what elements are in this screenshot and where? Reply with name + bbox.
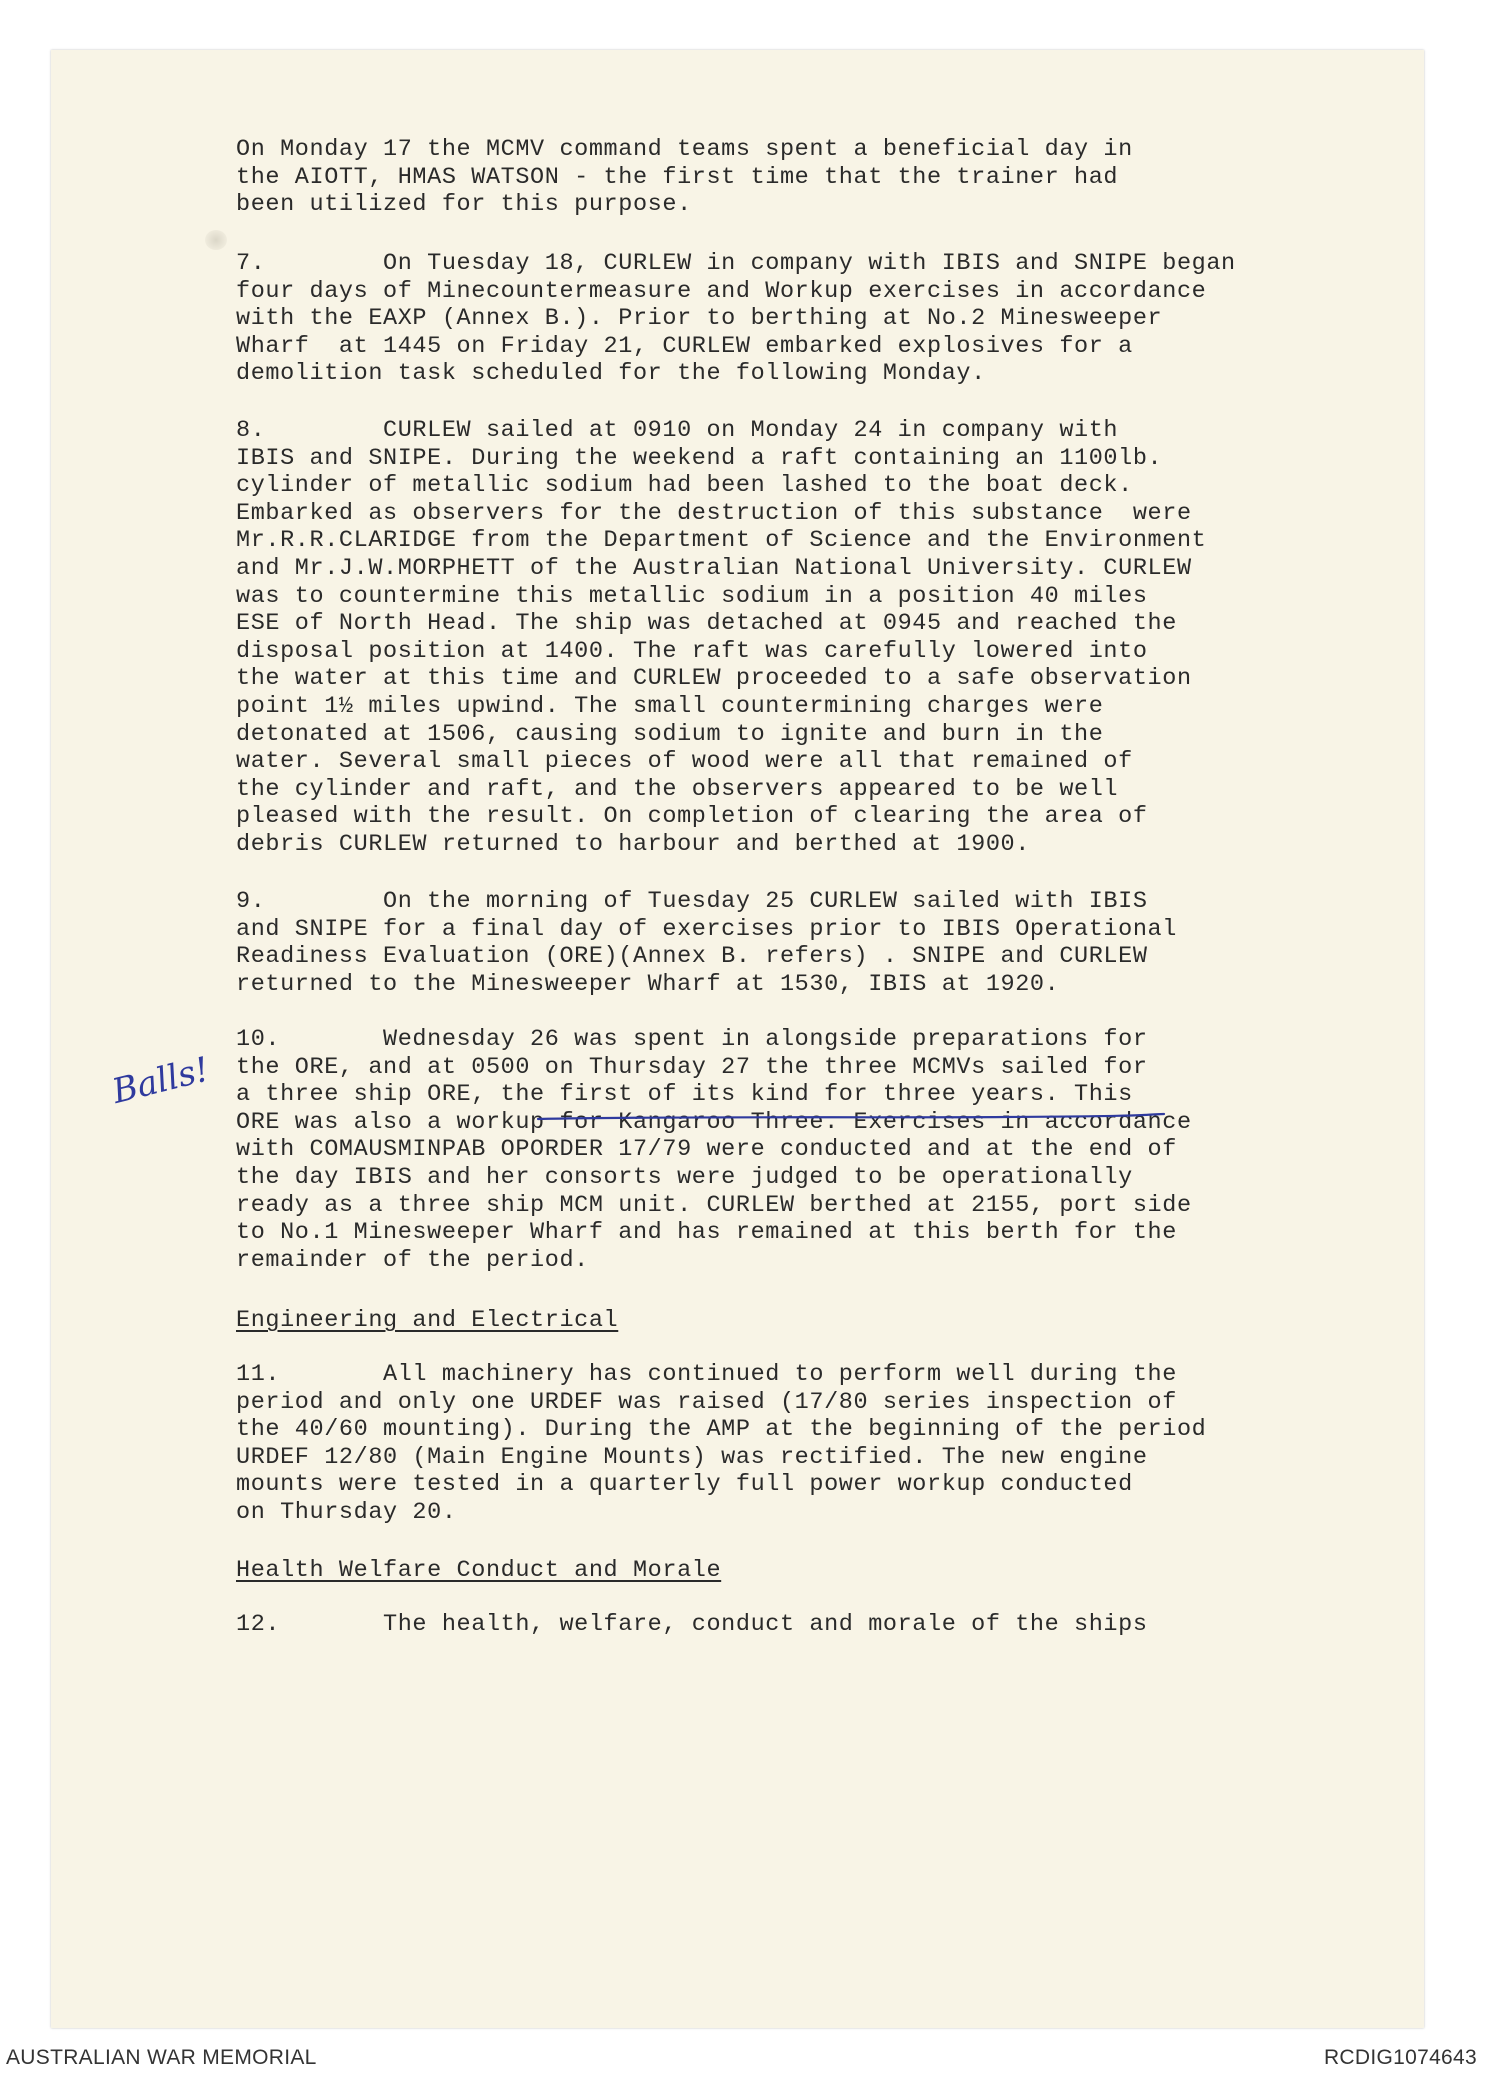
paragraph-7 (236, 250, 1376, 388)
text-line: Mr.R.R.CLARIDGE from the Department of Science and the Environment (236, 527, 1207, 555)
text-line: disposal position at 1400. The raft was carefully lowered into (236, 637, 1148, 665)
text-line: period and only one URDEF was raised (17/80 series inspection of (236, 1388, 1177, 1416)
paragraph-11 (236, 1361, 1376, 1527)
text-line: mounts were tested in a quarterly full power workup conducted (236, 1471, 1133, 1499)
text-line: 9. On the morning of Tuesday 25 CURLEW sailed with IBIS (236, 888, 1148, 915)
text-line: with COMAUSMINPAB OPORDER 17/79 were conducted and at the end of (236, 1136, 1177, 1164)
text-line: cylinder of metallic sodium had been lashed to the boat deck. (236, 472, 1133, 500)
text-line: with the EAXP (Annex B.). Prior to berthing at No.2 Minesweeper (236, 305, 1163, 333)
text-line: the AIOTT, HMAS WATSON - the first time that the trainer had (236, 163, 1119, 191)
paragraph-12 (236, 1611, 1376, 1639)
text-line: Wharf at 1445 on Friday 21, CURLEW embarked explosives for a (236, 332, 1133, 360)
text-line: the day IBIS and her consorts were judged to be operationally (236, 1163, 1133, 1191)
text-line: 11. All machinery has continued to perform well during the (236, 1361, 1177, 1388)
text-line: was to countermine this metallic sodium in a position 40 miles (236, 582, 1148, 610)
text-line: the ORE, and at 0500 on Thursday 27 the three MCMVs sailed for (236, 1053, 1148, 1081)
text-line: remainder of the period. (236, 1246, 589, 1274)
text-line: Readiness Evaluation (ORE)(Annex B. refers) . SNIPE and CURLEW (236, 943, 1148, 971)
text-line: demolition task scheduled for the following Monday. (236, 360, 986, 388)
paragraph-8 (236, 417, 1376, 859)
paragraph-intro (236, 136, 1376, 219)
text-line: On Monday 17 the MCMV command teams spent a beneficial day in (236, 136, 1133, 163)
text-line: four days of Minecountermeasure and Workup exercises in accordance (236, 277, 1207, 305)
text-line: and SNIPE for a final day of exercises prior to IBIS Operational (236, 915, 1177, 943)
text-line: ORE was also a workup for Kangaroo Three. Exercises in accordance (236, 1108, 1192, 1136)
text-line: the 40/60 mounting). During the AMP at the beginning of the period (236, 1416, 1207, 1444)
text-line: 7. On Tuesday 18, CURLEW in company with IBIS and SNIPE began (236, 250, 1236, 277)
paragraph-9 (236, 888, 1376, 998)
text-line: detonated at 1506, causing sodium to ignite and burn in the (236, 720, 1104, 748)
text-line: a three ship ORE, the first of its kind for three years. This (236, 1081, 1133, 1109)
footer-record-id: RCDIG1074643 (1323, 2046, 1477, 2069)
footer-archive-name: AUSTRALIAN WAR MEMORIAL (6, 2046, 317, 2069)
text-line: on Thursday 20. (236, 1498, 457, 1526)
text-line: the water at this time and CURLEW proceeded to a safe observation (236, 665, 1192, 693)
text-line: to No.1 Minesweeper Wharf and has remained at this berth for the (236, 1219, 1177, 1247)
text-line: the cylinder and raft, and the observers appeared to be well (236, 775, 1119, 803)
text-line: 8. CURLEW sailed at 0910 on Monday 24 in company with (236, 417, 1119, 444)
text-line: and Mr.J.W.MORPHETT of the Australian National University. CURLEW (236, 554, 1192, 582)
text-line: IBIS and SNIPE. During the weekend a raft containing an 1100lb. (236, 444, 1163, 472)
pen-underline-mark (536, 1110, 1166, 1124)
text-line: ready as a three ship MCM unit. CURLEW berthed at 2155, port side (236, 1191, 1192, 1219)
heading-engineering: Engineering and Electrical (236, 1307, 619, 1334)
text-line: pleased with the result. On completion of clearing the area of (236, 803, 1148, 831)
paper-smudge (205, 230, 227, 250)
text-line: 10. Wednesday 26 was spent in alongside preparations for (236, 1026, 1148, 1053)
text-line: URDEF 12/80 (Main Engine Mounts) was rectified. The new engine (236, 1443, 1148, 1471)
paragraph-10 (236, 1026, 1376, 1274)
text-line: point 1½ miles upwind. The small countermining charges were (236, 692, 1104, 720)
text-line: ESE of North Head. The ship was detached at 0945 and reached the (236, 610, 1177, 638)
handwritten-note: Balls! (108, 1049, 214, 1112)
text-line: Embarked as observers for the destruction of this substance were (236, 499, 1192, 527)
text-line: been utilized for this purpose. (236, 191, 692, 219)
text-line: returned to the Minesweeper Wharf at 1530, IBIS at 1920. (236, 970, 1060, 998)
text-line: 12. The health, welfare, conduct and morale of the ships (236, 1611, 1148, 1638)
text-line: debris CURLEW returned to harbour and berthed at 1900. (236, 830, 1030, 858)
text-line: water. Several small pieces of wood were all that remained of (236, 748, 1133, 776)
heading-health: Health Welfare Conduct and Morale (236, 1557, 722, 1584)
